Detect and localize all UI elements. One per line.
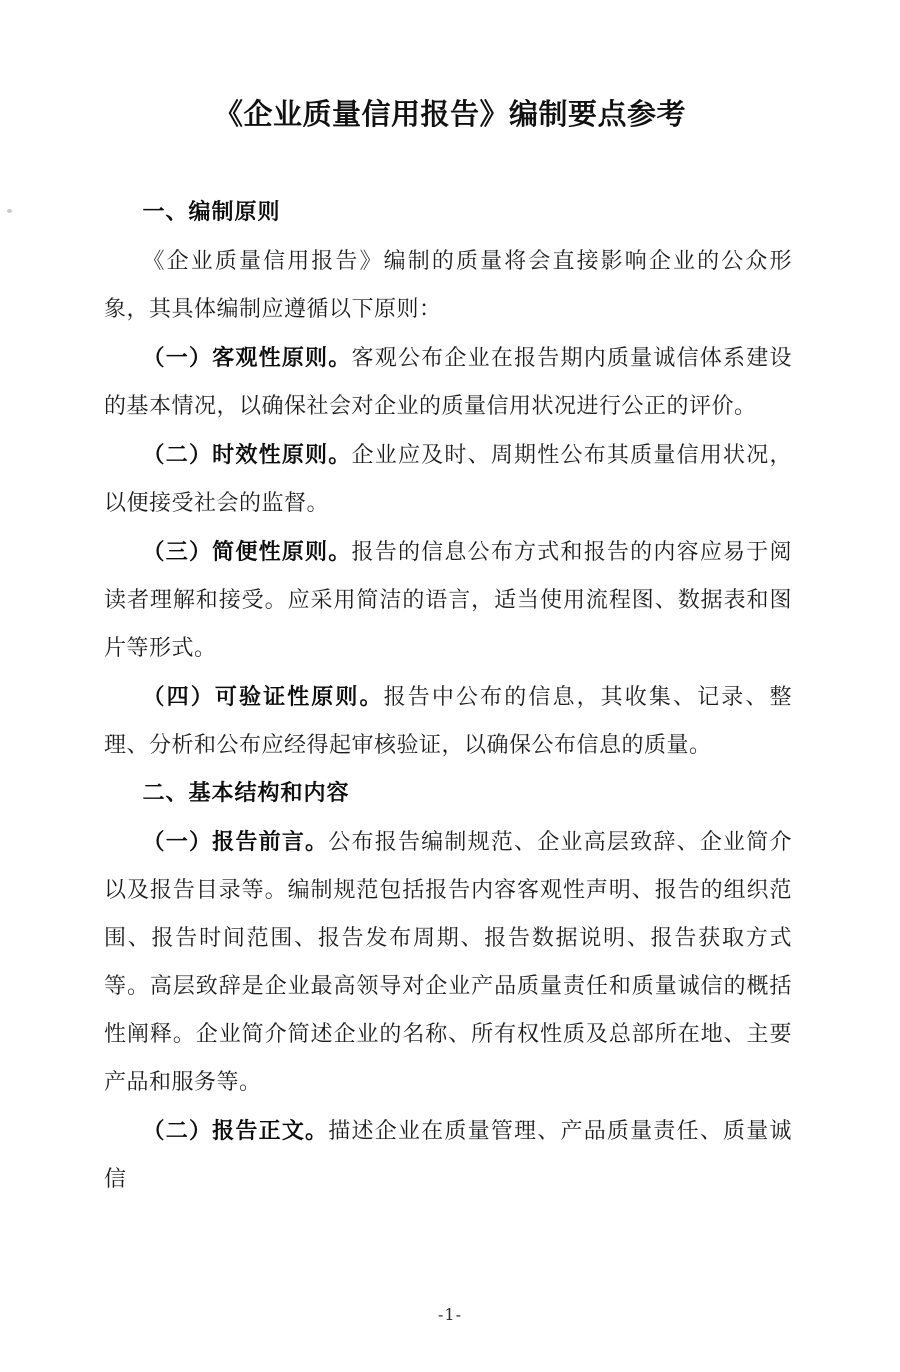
paragraph-lead: （一）客观性原则。 (142, 345, 352, 371)
page-number: -1- (438, 1305, 462, 1324)
paragraph-text: 客观公布企业在报告期内质量诚信体系建设的基本情况，以确保社会对企业的质量信用状况进行公正的评价。 (104, 346, 792, 419)
paragraph-lead: （二）报告正文。 (142, 1118, 329, 1144)
page-title: 《企业质量信用报告》编制要点参考 (213, 97, 686, 131)
scan-artifact-speck (7, 209, 12, 213)
document-section (104, 770, 792, 1204)
paragraph-lead: （一）报告前言。 (142, 829, 329, 855)
paragraph-text: 报告中公布的信息，其收集、记录、整理、分析和公布应经得起审核验证，以确保公布信息的质量。 (104, 685, 792, 758)
paragraph (104, 528, 792, 673)
document-page (0, 94, 900, 1372)
paragraph (104, 1107, 792, 1204)
paragraph-text: 企业应及时、周期性公布其质量信用状况，以便接受社会的监督。 (104, 443, 792, 516)
paragraph (104, 237, 792, 334)
section-heading: 二、基本结构和内容 (142, 781, 350, 806)
paragraph (104, 334, 792, 431)
document-body (104, 189, 792, 1204)
document-section (104, 189, 792, 770)
paragraph-text: 《企业质量信用报告》编制的质量将会直接影响企业的公众形象，其具体编制应遵循以下原则： (104, 249, 792, 322)
paragraph-lead: （三）简便性原则。 (142, 539, 352, 565)
paragraph (104, 673, 792, 770)
paragraph-lead: （二）时效性原则。 (142, 442, 352, 468)
paragraph-lead: （四）可验证性原则。 (142, 684, 384, 710)
paragraph-text: 描述企业在质量管理、产品质量责任、质量诚信 (104, 1119, 792, 1192)
paragraph-text: 报告的信息公布方式和报告的内容应易于阅读者理解和接受。应采用简洁的语言，适当使用流程图、数据表和图片等形式。 (104, 540, 792, 661)
paragraph-text: 公布报告编制规范、企业高层致辞、企业简介以及报告目录等。编制规范包括报告内容客观性声明、报告的组织范围、报告时间范围、报告发布周期、报告数据说明、报告获取方式等。高层致辞是企业最高领导对企业产品质量责任和质量诚信的概括性阐释。企业简介简述企业的名称、所有权性质及总部所在地、主要产品和服务等。 (104, 830, 792, 1095)
paragraph (104, 818, 792, 1107)
section-heading: 一、编制原则 (142, 200, 281, 225)
paragraph (104, 431, 792, 528)
